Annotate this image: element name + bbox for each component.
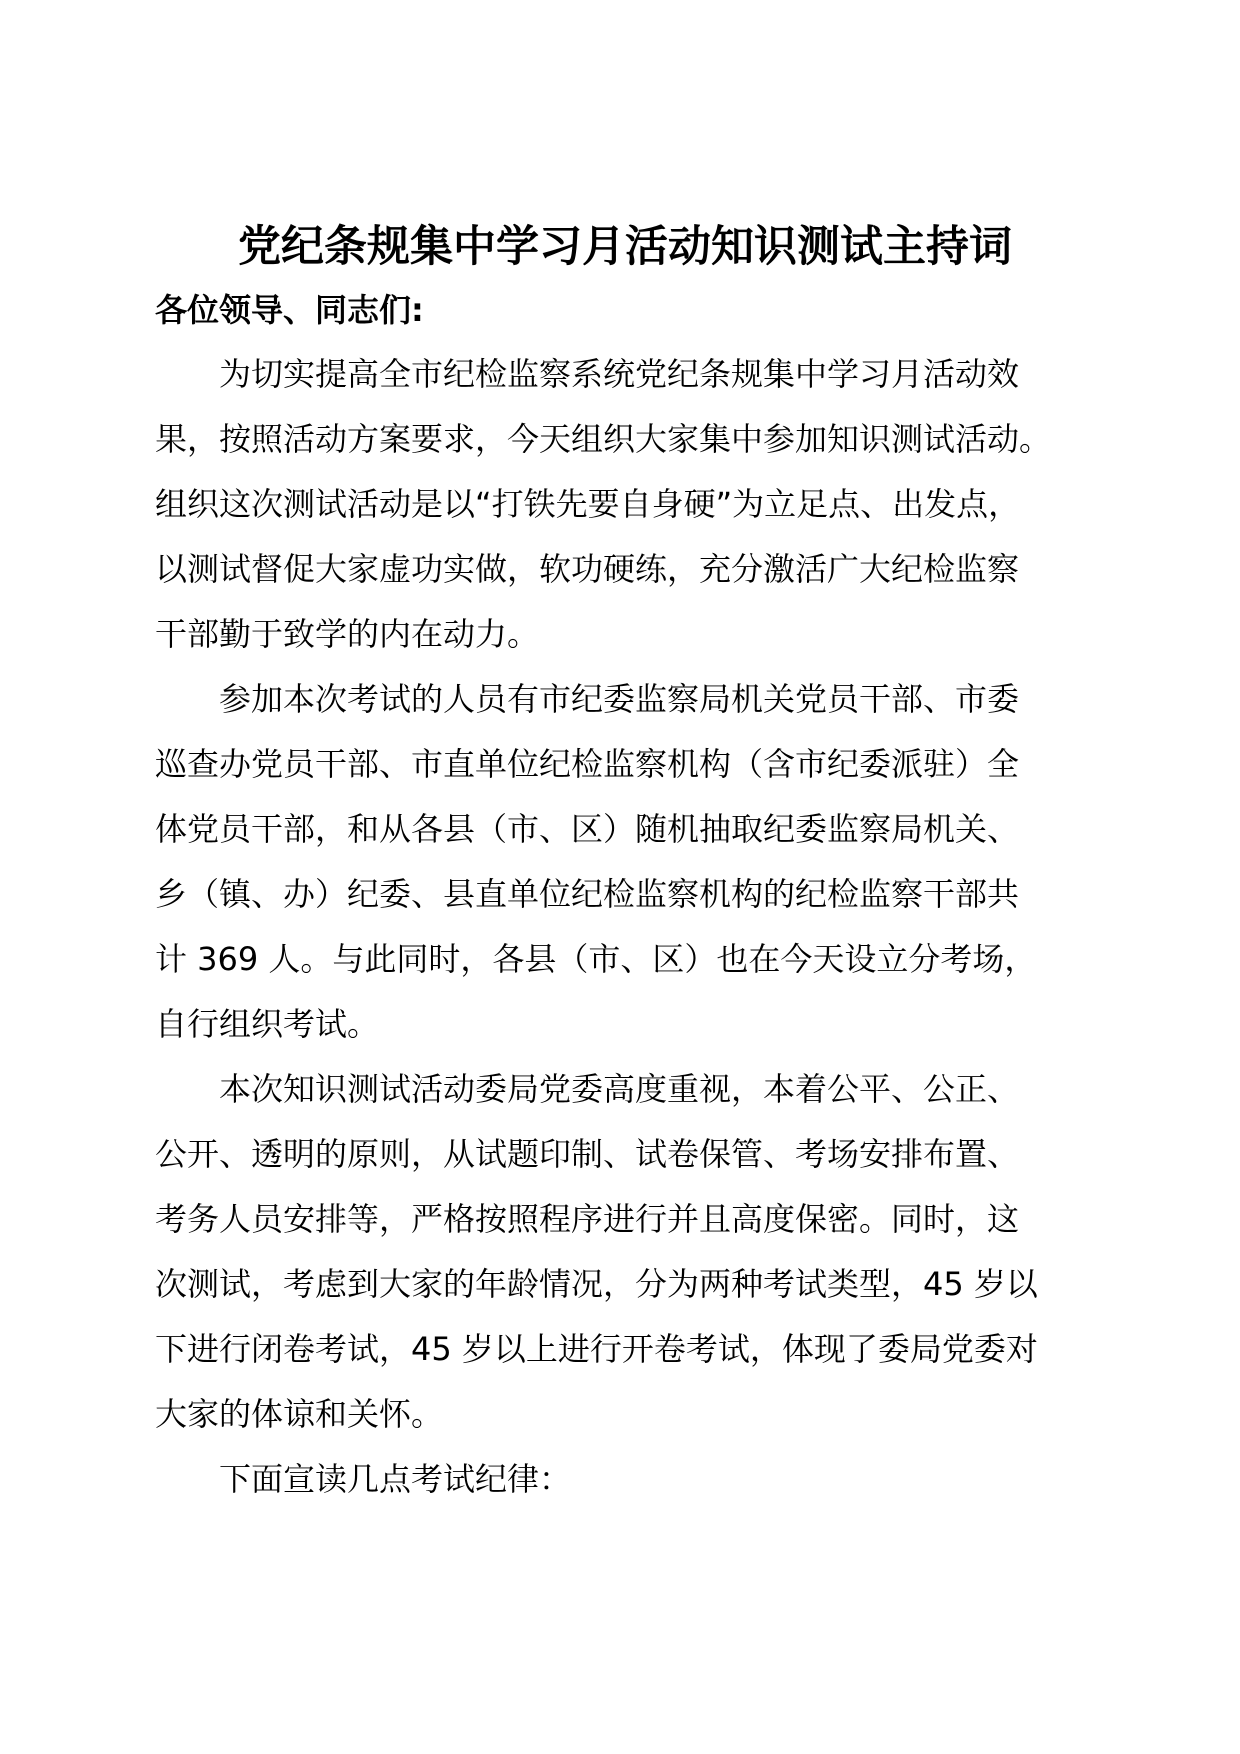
paragraph-line: 本次知识测试活动委局党委高度重视，本着公平、公正、 bbox=[219, 1070, 1020, 1108]
paragraph-line: 果，按照活动方案要求，今天组织大家集中参加知识测试活动。 bbox=[155, 420, 1052, 458]
paragraph-line: 考务人员安排等，严格按照程序进行并且高度保密。同时，这 bbox=[155, 1200, 1020, 1238]
paragraph-line: 下面宣读几点考试纪律： bbox=[219, 1460, 572, 1498]
paragraph-line: 干部勤于致学的内在动力。 bbox=[155, 615, 540, 653]
document-body bbox=[155, 342, 1095, 1512]
paragraph-line: 乡（镇、办）纪委、县直单位纪检监察机构的纪检监察干部共 bbox=[155, 875, 1020, 913]
paragraph-line: 为切实提高全市纪检监察系统党纪条规集中学习月活动效 bbox=[219, 355, 1020, 393]
paragraph bbox=[155, 1447, 1095, 1512]
paragraph-line: 下进行闭卷考试，45 岁以上进行开卷考试，体现了委局党委对 bbox=[155, 1330, 1038, 1368]
paragraph-line: 自行组织考试。 bbox=[155, 1005, 380, 1043]
paragraph-line: 参加本次考试的人员有市纪委监察局机关党员干部、市委 bbox=[219, 680, 1020, 718]
paragraph-line: 以测试督促大家虚功实做，软功硬练，充分激活广大纪检监察 bbox=[155, 550, 1020, 588]
paragraph-line: 计 369 人。与此同时，各县（市、区）也在今天设立分考场， bbox=[155, 940, 1037, 978]
paragraph-line: 体党员干部，和从各县（市、区）随机抽取纪委监察局机关、 bbox=[155, 810, 1020, 848]
paragraph bbox=[155, 1057, 1095, 1447]
paragraph bbox=[155, 342, 1095, 667]
paragraph-line: 巡查办党员干部、市直单位纪检监察机构（含市纪委派驻）全 bbox=[155, 745, 1020, 783]
paragraph bbox=[155, 667, 1095, 1057]
paragraph-line: 次测试，考虑到大家的年龄情况，分为两种考试类型，45 岁以 bbox=[155, 1265, 1038, 1303]
paragraph-line: 大家的体谅和关怀。 bbox=[155, 1395, 444, 1433]
document-title: 党纪条规集中学习月活动知识测试主持词 bbox=[238, 222, 1012, 272]
salutation: 各位领导、同志们: bbox=[155, 291, 424, 329]
document-content bbox=[155, 218, 1095, 1512]
paragraph-line: 组织这次测试活动是以“打铁先要自身硬”为立足点、出发点， bbox=[155, 485, 1021, 523]
paragraph-line: 公开、透明的原则，从试题印制、试卷保管、考场安排布置、 bbox=[155, 1135, 1020, 1173]
